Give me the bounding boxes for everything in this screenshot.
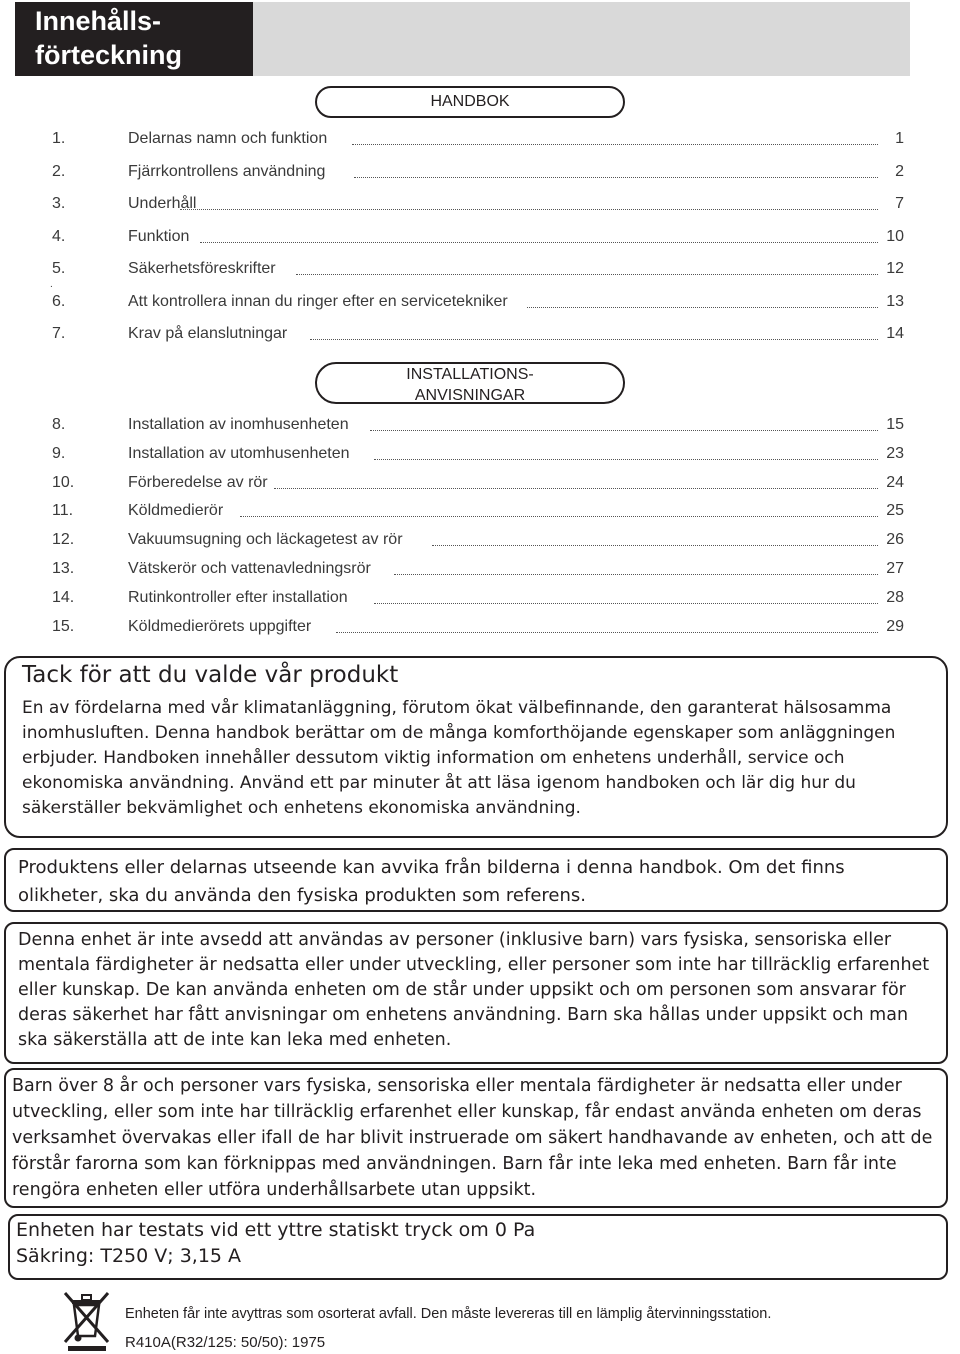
toc-title: Krav på elanslutningar xyxy=(128,325,288,342)
children-warning-box xyxy=(4,1068,948,1208)
toc-number: 4. xyxy=(52,227,66,245)
thanks-title: Tack för att du valde vår produkt xyxy=(22,662,399,688)
toc-page-number: 29 xyxy=(886,617,904,635)
toc-leader xyxy=(200,242,878,243)
toc-row xyxy=(52,163,912,185)
toc-number: 12. xyxy=(52,531,75,549)
toc-leader xyxy=(274,488,878,489)
toc-leader xyxy=(374,459,878,460)
toc-title: Vätskerör och vattenavledningsrör xyxy=(128,560,371,577)
appearance-note-text: Produktens eller delarnas utseende kan avvika från bilderna i denna handbok. Om det finns olikheter, ska du använda den fysiska produkten som referens. xyxy=(18,857,845,906)
toc-page-number: 2 xyxy=(895,162,904,180)
refrigerant-info: R410A(R32/125: 50/50): 1975 xyxy=(125,1334,326,1351)
section-label-handbok: HANDBOK xyxy=(315,86,625,118)
toc-leader xyxy=(180,209,878,210)
toc-page-number: 14 xyxy=(886,325,904,342)
toc-page-number: 27 xyxy=(886,560,904,577)
toc-title: Köldmedierör xyxy=(128,502,224,520)
usage-warning-text: Denna enhet är inte avsedd att användas av personer (inklusive barn) vars fysiska, sensoriska eller mentala färdigheter är nedsatta eller under utveckling, eller personer som inte har tillräcklig erfarenhet eller kunskap. De kan använda enheten om de står under uppsikt och om personen som ansvarar för deras säkerhet har fått anvisningar om enhetens användning. Barn ska hållas under uppsikt och man ska säkerställa att de inte kan leka med enheten. xyxy=(18,930,930,1050)
appearance-note-box xyxy=(4,848,948,912)
toc-page-number: 26 xyxy=(886,531,904,549)
toc-title: Installation av inomhusenheten xyxy=(128,416,349,433)
toc-page-number: 28 xyxy=(886,588,904,606)
toc-row xyxy=(52,618,912,640)
toc-title: Vakuumsugning och läckagetest av rör xyxy=(128,531,403,549)
toc-page-number: 7 xyxy=(895,195,904,212)
toc-number: 11. xyxy=(52,502,74,520)
test-pressure-text: Enheten har testats vid ett yttre statiskt tryck om 0 Pa xyxy=(16,1219,536,1241)
toc-number: 14. xyxy=(52,588,75,606)
thanks-box xyxy=(4,656,948,838)
toc-page-number: 24 xyxy=(886,473,904,491)
toc-leader xyxy=(240,516,878,517)
toc-leader xyxy=(354,177,878,178)
toc-leader xyxy=(527,307,878,308)
toc-title: Förberedelse av rör xyxy=(128,473,268,491)
toc-row xyxy=(52,260,912,282)
toc-leader xyxy=(296,274,878,275)
toc-row xyxy=(52,130,912,152)
toc-title: Underhåll xyxy=(128,195,197,212)
toc-page-number: 12 xyxy=(886,260,904,277)
toc-row xyxy=(52,560,912,582)
toc-leader xyxy=(374,603,878,604)
disposal-notice: Enheten får inte avyttras som osorterat avfall. Den måste levereras till en lämplig återvinningsstation. xyxy=(125,1306,772,1322)
toc-number: 6. xyxy=(52,292,66,310)
toc-number: 13. xyxy=(52,560,75,577)
toc-row xyxy=(52,445,912,467)
toc-number: 10. xyxy=(52,473,75,491)
toc-number: 15. xyxy=(52,617,75,635)
toc-leader xyxy=(432,545,878,546)
toc-title: Delarnas namn och funktion xyxy=(128,130,328,147)
toc-number: 5. xyxy=(52,260,66,277)
toc-title: Köldmedierörets uppgifter xyxy=(128,617,312,635)
section-label-installation: INSTALLATIONS- ANVISNINGAR xyxy=(315,362,625,404)
toc-title: Installation av utomhusenheten xyxy=(128,444,350,462)
toc-title: Rutinkontroller efter installation xyxy=(128,588,348,606)
stray-dot: . xyxy=(50,279,53,290)
test-info-box xyxy=(8,1214,948,1280)
toc-leader xyxy=(336,632,878,633)
toc-number: 3. xyxy=(52,195,66,212)
page-title: Innehålls- förteckning xyxy=(15,2,253,76)
toc-leader xyxy=(352,144,878,145)
toc-page-number: 15 xyxy=(886,416,904,433)
toc-number: 7. xyxy=(52,325,66,342)
toc-leader xyxy=(394,574,878,575)
toc-title: Säkerhetsföreskrifter xyxy=(128,260,276,277)
thanks-body: En av fördelarna med vår klimatanläggning, förutom ökat välbefinnande, den garanterat hälsosamma inomhusluften. Denna handbok berättar om de många komforthöjande egenskaper som anläggningen erbjuder. Handboken innehåller dessutom viktig information om enhetens underhåll, service och ekonomiska användning. Använd ett par minuter åt att läsa igenom handboken och lär dig hur du säkerställer bekvämlighet och enhetens ekonomiska användning. xyxy=(22,698,896,818)
toc-page-number: 1 xyxy=(895,130,904,147)
toc-page-number: 23 xyxy=(886,444,904,462)
toc-page-number: 13 xyxy=(886,292,904,310)
toc-number: 2. xyxy=(52,162,66,180)
toc-title: Att kontrollera innan du ringer efter en servicetekniker xyxy=(128,292,508,310)
toc-leader xyxy=(370,430,878,431)
usage-warning-box xyxy=(4,922,948,1064)
toc-row xyxy=(52,325,912,347)
toc-leader xyxy=(310,339,878,340)
toc-number: 1. xyxy=(52,130,66,147)
toc-row xyxy=(52,531,912,553)
toc-title: Fjärrkontrollens användning xyxy=(128,162,326,180)
toc-page-number: 10 xyxy=(886,227,904,245)
toc-row xyxy=(52,195,912,217)
toc-row xyxy=(52,502,912,524)
toc-row xyxy=(52,474,912,496)
toc-row xyxy=(52,293,912,315)
crossed-out-wheelie-bin-icon xyxy=(62,1290,112,1352)
children-warning-text: Barn över 8 år och personer vars fysiska, sensoriska eller mentala färdigheter är nedsatta eller under utveckling, eller som inte har tillräcklig erfarenhet eller kunskap, får endast använda enheten om deras verksamhet övervakas eller ifall de har blivit instruerade om säkert handhavande av enheten, och att de förstår farorna som kan förknippas med användningen. Barn får inte leka med enheten. Barn får inte rengöra enheten eller utföra underhållsarbete utan uppsikt. xyxy=(12,1076,933,1200)
toc-row xyxy=(52,228,912,250)
toc-number: 8. xyxy=(52,416,66,433)
toc-number: 9. xyxy=(52,444,66,462)
toc-row xyxy=(52,416,912,438)
fuse-text: Säkring: T250 V; 3,15 A xyxy=(16,1245,242,1267)
toc-row xyxy=(52,589,912,611)
toc-title: Funktion xyxy=(128,227,190,245)
toc-page-number: 25 xyxy=(886,502,904,520)
